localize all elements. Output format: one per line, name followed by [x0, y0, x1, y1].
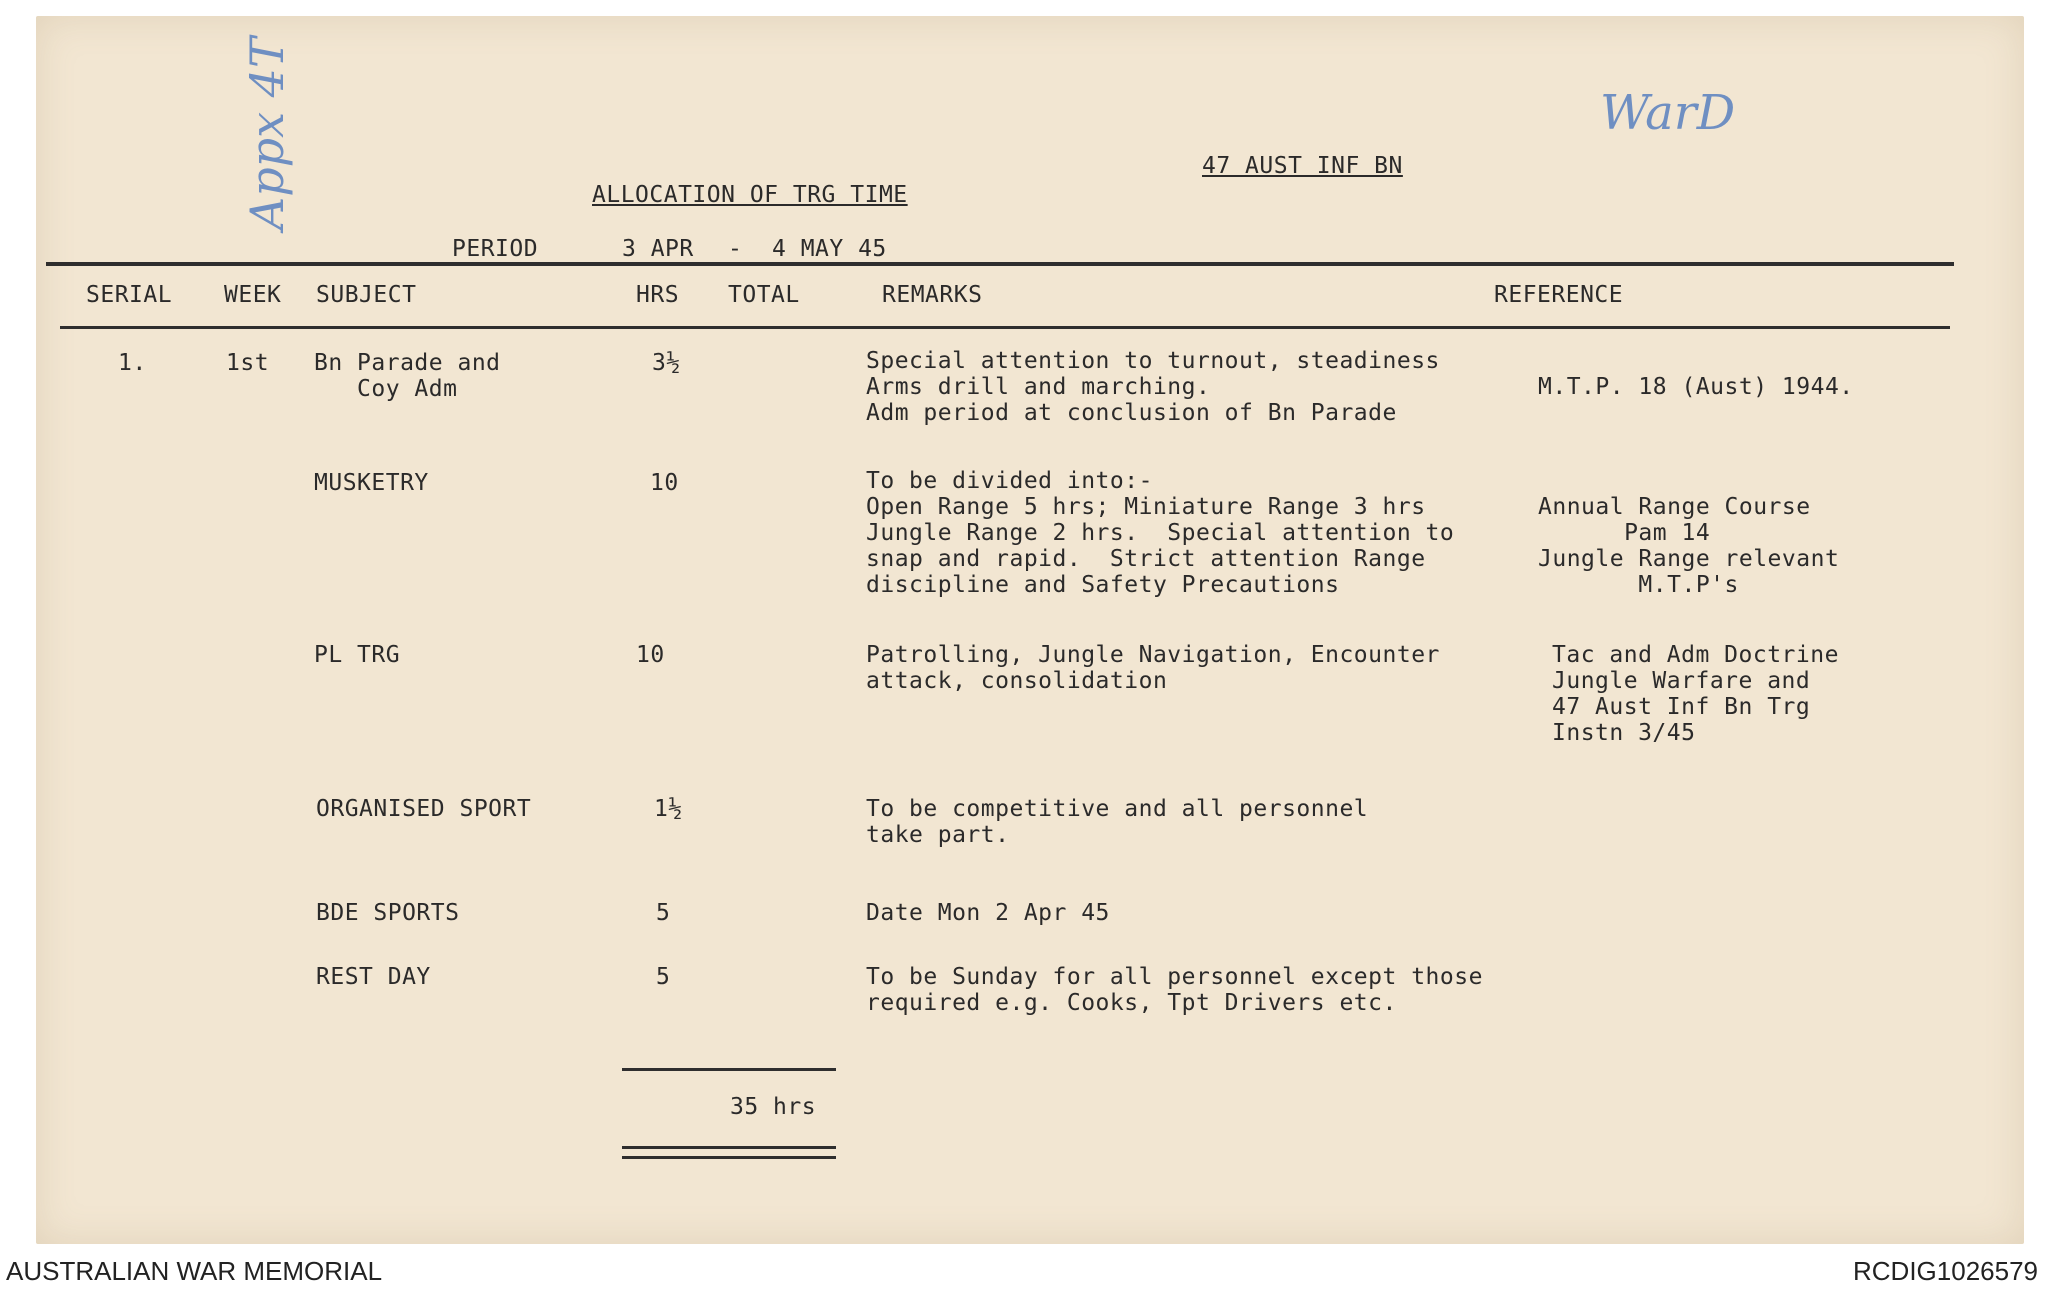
remarks-bn-parade: Special attention to turnout, steadiness Arms drill and marching. Adm period at conclusion of Bn Parade	[866, 348, 1440, 426]
col-reference: REFERENCE	[1494, 282, 1624, 308]
period-label: PERIOD	[452, 236, 539, 262]
footer-archive-name: AUSTRALIAN WAR MEMORIAL	[6, 1256, 383, 1286]
hrs-musketry: 10	[650, 470, 679, 496]
subject-bde-sports: BDE SPORTS	[316, 900, 460, 926]
unit-name: 47 AUST INF BN	[1202, 153, 1403, 179]
hrs-bde-sports: 5	[656, 900, 671, 926]
remarks-musketry: To be divided into:- Open Range 5 hrs; Miniature Range 3 hrs Jungle Range 2 hrs. Special attention to snap and rapid. Strict attention Range discipline and Safety Precautions	[866, 468, 1455, 598]
reference-musketry: Annual Range Course Pam 14 Jungle Range relevant M.T.P's	[1538, 494, 1840, 598]
subject-organised-sport: ORGANISED SPORT	[316, 796, 532, 822]
subject-pl-trg: PL TRG	[314, 642, 401, 668]
reference-pl-trg: Tac and Adm Doctrine Jungle Warfare and 47 Aust Inf Bn Trg Instn 3/45	[1552, 642, 1839, 746]
col-subject: SUBJECT	[316, 282, 417, 308]
remarks-organised-sport: To be competitive and all personnel take part.	[866, 796, 1369, 848]
reference-bn-parade: M.T.P. 18 (Aust) 1944.	[1538, 374, 1854, 400]
hrs-organised-sport: 1½	[654, 796, 683, 822]
hrs-rest-day: 5	[656, 964, 671, 990]
subject-musketry: MUSKETRY	[314, 470, 429, 496]
total-double-rule-2	[622, 1156, 836, 1159]
col-total: TOTAL	[728, 282, 800, 308]
total-hours: 35 hrs	[730, 1094, 817, 1120]
remarks-pl-trg: Patrolling, Jungle Navigation, Encounter attack, consolidation	[866, 642, 1440, 694]
row-week: 1st	[226, 350, 270, 376]
col-serial: SERIAL	[86, 282, 173, 308]
remarks-rest-day: To be Sunday for all personnel except those required e.g. Cooks, Tpt Drivers etc.	[866, 964, 1483, 1016]
period-dash: -	[728, 236, 743, 262]
col-hrs: HRS	[636, 282, 680, 308]
period-from: 3 APR	[622, 236, 694, 262]
document-title: ALLOCATION OF TRG TIME	[592, 182, 908, 208]
period-to: 4 MAY 45	[772, 236, 887, 262]
handwritten-initials: WarD	[1600, 85, 1736, 141]
footer-record-id: RCDIG1026579	[1853, 1256, 2038, 1286]
remarks-bde-sports: Date Mon 2 Apr 45	[866, 900, 1110, 926]
total-double-rule-1	[622, 1146, 836, 1149]
handwritten-appx-note: Appx 4T	[240, 37, 294, 230]
document-paper	[36, 16, 2024, 1244]
hrs-bn-parade: 3½	[652, 350, 681, 376]
col-remarks: REMARKS	[882, 282, 983, 308]
header-bottom-rule	[60, 326, 1950, 329]
col-week: WEEK	[224, 282, 282, 308]
subject-rest-day: REST DAY	[316, 964, 431, 990]
hrs-pl-trg: 10	[636, 642, 665, 668]
header-top-rule	[46, 262, 1954, 266]
subject-bn-parade: Bn Parade and Coy Adm	[314, 350, 501, 402]
total-top-rule	[622, 1068, 836, 1071]
row-serial: 1.	[118, 350, 147, 376]
